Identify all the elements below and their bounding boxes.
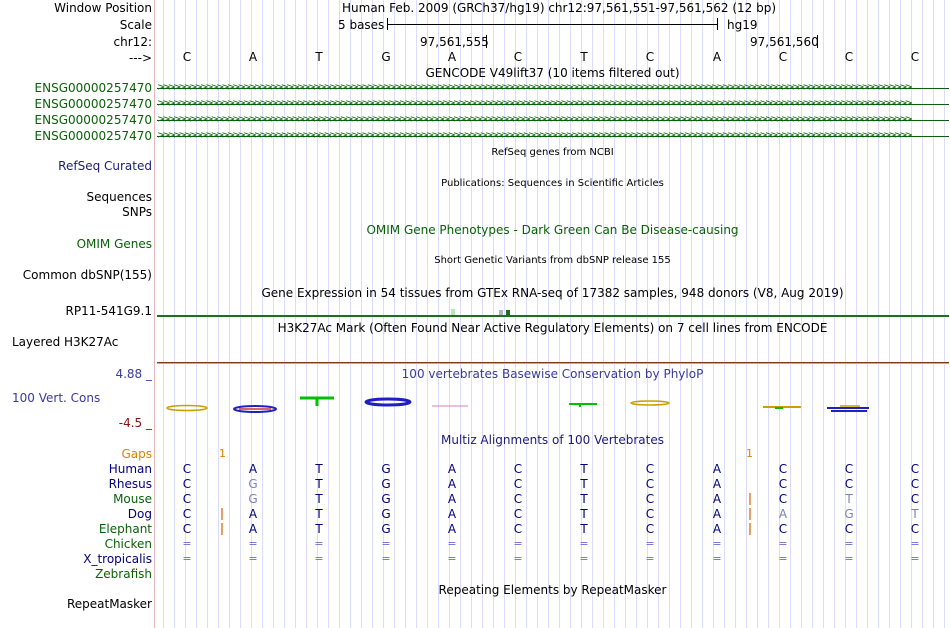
publications-track-title[interactable]: Publications: Sequences in Scientific Articles xyxy=(441,178,664,189)
aligned-base: = xyxy=(712,552,722,565)
aligned-base: = xyxy=(844,552,854,565)
position-tick-2 xyxy=(817,35,818,48)
aligned-base: G xyxy=(248,477,258,491)
gencode-gene-feature[interactable] xyxy=(157,115,949,127)
aligned-base: G xyxy=(381,492,391,506)
scale-text: 5 bases xyxy=(338,18,385,32)
aligned-base: = xyxy=(712,537,722,550)
strand-chevrons: >>>>>>>>>>>>>>>>>>>>>>>>>>>>>>>>>>>>>>>>>>>>>>>>>>>>>>>>>>>>>>>>>>>>>>>>>>>>>>>>>>>>>>>>>>>>>>>>>>>>>>>>>>>>>>>>>>>>>>>>>>>>>>>>>>>>>>>>>>>> xyxy=(157,83,911,93)
gtex-tissue-mark xyxy=(506,310,510,315)
aligned-base: A xyxy=(447,477,457,491)
strand-chevrons: >>>>>>>>>>>>>>>>>>>>>>>>>>>>>>>>>>>>>>>>>>>>>>>>>>>>>>>>>>>>>>>>>>>>>>>>>>>>>>>>>>>>>>>>>>>>>>>>>>>>>>>>>>>>>>>>>>>>>>>>>>>>>>>>>>>>>>>>>>>> xyxy=(157,99,911,109)
aligned-base: A xyxy=(248,507,258,521)
gencode-gene-feature[interactable] xyxy=(157,99,949,111)
aligned-base: = xyxy=(381,552,391,565)
aligned-base: T xyxy=(911,507,919,521)
gencode-gene-label[interactable]: ENSG00000257470 xyxy=(34,129,152,143)
aligned-base: C xyxy=(910,462,920,476)
aligned-base: = xyxy=(447,552,457,565)
aligned-base: T xyxy=(315,492,323,506)
aligned-base: = xyxy=(314,537,324,550)
insertion-marker xyxy=(749,493,751,505)
aligned-base: C xyxy=(910,522,920,536)
aligned-base: G xyxy=(381,522,391,536)
aligned-base: A xyxy=(447,462,457,476)
aligned-base: A xyxy=(712,522,722,536)
aligned-base: C xyxy=(513,492,523,506)
cons-glyph xyxy=(366,399,410,405)
aligned-base: = xyxy=(182,552,192,565)
strand-arrow-label: ---> xyxy=(128,51,152,65)
aligned-base: T xyxy=(580,507,588,521)
aligned-base: C xyxy=(513,507,523,521)
aligned-base: T xyxy=(315,477,323,491)
sequences-label[interactable]: Sequences xyxy=(86,190,152,204)
insertion-marker xyxy=(749,508,751,520)
label-separator xyxy=(154,0,155,628)
aligned-base: = xyxy=(778,537,788,550)
snps-label[interactable]: SNPs xyxy=(122,205,152,219)
aligned-base: C xyxy=(182,492,192,506)
aligned-base: C xyxy=(182,507,192,521)
cons-glyph xyxy=(631,401,669,405)
aligned-base: G xyxy=(248,492,258,506)
aligned-base: C xyxy=(182,522,192,536)
species-label[interactable]: Elephant xyxy=(98,522,152,536)
reference-base: C xyxy=(513,50,523,64)
insertion-marker xyxy=(221,523,223,535)
aligned-base: G xyxy=(381,477,391,491)
repeatmasker-label[interactable]: RepeatMasker xyxy=(66,597,152,611)
aligned-base: A xyxy=(248,522,258,536)
aligned-base: A xyxy=(447,492,457,506)
multiz-track-title[interactable]: Multiz Alignments of 100 Vertebrates xyxy=(440,433,665,447)
aligned-base: = xyxy=(910,537,920,550)
aligned-base: C xyxy=(844,522,854,536)
aligned-base: C xyxy=(645,492,655,506)
conservation-track-title[interactable]: 100 vertebrates Basewise Conservation by PhyloP xyxy=(401,367,704,381)
species-label[interactable]: Rhesus xyxy=(108,477,152,491)
refseq-track-title[interactable]: RefSeq genes from NCBI xyxy=(491,147,614,158)
omim-genes-label[interactable]: OMIM Genes xyxy=(76,237,152,251)
refseq-label[interactable]: RefSeq Curated xyxy=(58,159,152,173)
reference-base: A xyxy=(248,50,258,64)
cons-glyph xyxy=(300,398,334,406)
scale-assembly: hg19 xyxy=(727,18,758,32)
aligned-base: A xyxy=(447,507,457,521)
strand-chevrons: >>>>>>>>>>>>>>>>>>>>>>>>>>>>>>>>>>>>>>>>>>>>>>>>>>>>>>>>>>>>>>>>>>>>>>>>>>>>>>>>>>>>>>>>>>>>>>>>>>>>>>>>>>>>>>>>>>>>>>>>>>>>>>>>>>>>>>>>>>>> xyxy=(157,131,911,141)
aligned-base: C xyxy=(778,462,788,476)
aligned-base: A xyxy=(712,477,722,491)
aligned-base: = xyxy=(447,537,457,550)
aligned-base: T xyxy=(580,522,588,536)
aligned-base: = xyxy=(314,552,324,565)
aligned-base: C xyxy=(645,522,655,536)
gtex-gene-label[interactable]: RP11-541G9.1 xyxy=(65,304,152,318)
aligned-base: A xyxy=(712,507,722,521)
aligned-base: T xyxy=(845,492,853,506)
aligned-base: A xyxy=(712,492,722,506)
aligned-base: T xyxy=(315,462,323,476)
scale-label: Scale xyxy=(119,18,152,32)
scale-bar-left-tick xyxy=(387,18,388,30)
aligned-base: C xyxy=(182,477,192,491)
aligned-base: C xyxy=(513,462,523,476)
gencode-track-title[interactable]: GENCODE V49lift37 (10 items filtered out) xyxy=(425,66,680,80)
gencode-gene-label[interactable]: ENSG00000257470 xyxy=(34,97,152,111)
aligned-base: A xyxy=(447,522,457,536)
gtex-gene-bar[interactable] xyxy=(157,315,949,317)
gap-marker: 1 xyxy=(219,447,226,460)
aligned-base: = xyxy=(248,552,258,565)
aligned-base: = xyxy=(844,537,854,550)
gtex-track-title[interactable]: Gene Expression in 54 tissues from GTEx RNA-seq of 17382 samples, 948 donors (V8, Aug 2019) xyxy=(261,286,844,300)
reference-base: T xyxy=(580,50,588,64)
position-label-2: 97,561,560 xyxy=(750,35,819,49)
gencode-gene-feature[interactable] xyxy=(157,131,949,143)
aligned-base: C xyxy=(645,477,655,491)
h3k27ac-signal-line-2 xyxy=(157,363,949,364)
species-label[interactable]: Human xyxy=(108,462,152,476)
cons-glyph xyxy=(167,406,207,411)
conservation-max: 4.88 _ xyxy=(115,367,152,381)
gencode-gene-feature[interactable] xyxy=(157,83,949,95)
aligned-base: C xyxy=(645,507,655,521)
aligned-base: A xyxy=(778,507,788,521)
aligned-base: C xyxy=(778,477,788,491)
h3k27ac-track-title[interactable]: H3K27Ac Mark (Often Found Near Active Regulatory Elements) on 7 cell lines from ENCODE xyxy=(277,321,828,335)
insertion-marker xyxy=(749,523,751,535)
strand-chevrons: >>>>>>>>>>>>>>>>>>>>>>>>>>>>>>>>>>>>>>>>>>>>>>>>>>>>>>>>>>>>>>>>>>>>>>>>>>>>>>>>>>>>>>>>>>>>>>>>>>>>>>>>>>>>>>>>>>>>>>>>>>>>>>>>>>>>>>>>>>>> xyxy=(157,115,911,125)
aligned-base: = xyxy=(513,537,523,550)
aligned-base: = xyxy=(579,537,589,550)
aligned-base: = xyxy=(645,537,655,550)
aligned-base: C xyxy=(844,477,854,491)
insertion-marker xyxy=(221,508,223,520)
aligned-base: A xyxy=(712,462,722,476)
reference-base: A xyxy=(712,50,722,64)
reference-base: C xyxy=(844,50,854,64)
reference-base: C xyxy=(910,50,920,64)
gtex-tissue-mark xyxy=(451,309,455,315)
reference-base: A xyxy=(447,50,457,64)
conservation-logo xyxy=(155,392,950,422)
aligned-base: = xyxy=(910,552,920,565)
aligned-base: C xyxy=(778,492,788,506)
reference-base: T xyxy=(315,50,323,64)
aligned-base: = xyxy=(778,552,788,565)
aligned-base: T xyxy=(580,477,588,491)
conservation-label[interactable]: 100 Vert. Cons xyxy=(12,391,101,405)
species-label[interactable]: Zebrafish xyxy=(95,567,152,581)
aligned-base: C xyxy=(910,477,920,491)
gencode-gene-label[interactable]: ENSG00000257470 xyxy=(34,113,152,127)
gaps-label[interactable]: Gaps xyxy=(121,447,152,461)
reference-base: G xyxy=(381,50,391,64)
aligned-base: = xyxy=(579,552,589,565)
aligned-base: = xyxy=(645,552,655,565)
aligned-base: = xyxy=(513,552,523,565)
aligned-base: G xyxy=(844,507,854,521)
repeatmasker-track-title[interactable]: Repeating Elements by RepeatMasker xyxy=(438,583,667,597)
gencode-gene-label[interactable]: ENSG00000257470 xyxy=(34,81,152,95)
position-tick-1 xyxy=(486,35,487,48)
aligned-base: T xyxy=(580,492,588,506)
aligned-base: T xyxy=(315,507,323,521)
aligned-base: C xyxy=(645,462,655,476)
scale-bar-right-tick xyxy=(717,18,718,30)
aligned-base: C xyxy=(910,492,920,506)
gap-marker: 1 xyxy=(746,447,753,460)
cons-glyph xyxy=(827,408,869,411)
aligned-base: G xyxy=(381,507,391,521)
species-label[interactable]: Chicken xyxy=(104,537,152,551)
aligned-base: C xyxy=(182,462,192,476)
window-position-label: Window Position xyxy=(54,1,152,15)
species-label[interactable]: Mouse xyxy=(113,492,152,506)
species-label[interactable]: X_tropicalis xyxy=(83,552,152,566)
aligned-base: G xyxy=(381,462,391,476)
conservation-min: -4.5 _ xyxy=(118,416,152,430)
aligned-base: C xyxy=(844,462,854,476)
position-label-1: 97,561,555 xyxy=(420,35,489,49)
aligned-base: T xyxy=(580,462,588,476)
aligned-base: C xyxy=(513,477,523,491)
h3k27ac-label[interactable]: Layered H3K27Ac xyxy=(12,335,119,349)
aligned-base: = xyxy=(248,537,258,550)
aligned-base: A xyxy=(248,462,258,476)
species-label[interactable]: Dog xyxy=(127,507,152,521)
aligned-base: = xyxy=(182,537,192,550)
aligned-base: C xyxy=(513,522,523,536)
reference-base: C xyxy=(645,50,655,64)
window-position-value: Human Feb. 2009 (GRCh37/hg19) chr12:97,561,551-97,561,562 (12 bp) xyxy=(342,1,777,15)
chr-label: chr12: xyxy=(113,35,152,49)
gtex-tissue-mark xyxy=(499,310,503,315)
dbsnp-label[interactable]: Common dbSNP(155) xyxy=(22,268,152,282)
aligned-base: T xyxy=(315,522,323,536)
dbsnp-track-title[interactable]: Short Genetic Variants from dbSNP release 155 xyxy=(434,255,671,266)
aligned-base: = xyxy=(381,537,391,550)
scale-bar xyxy=(387,24,717,25)
reference-base: C xyxy=(778,50,788,64)
cons-glyph xyxy=(569,404,597,407)
aligned-base: C xyxy=(778,522,788,536)
reference-base: C xyxy=(182,50,192,64)
omim-track-title[interactable]: OMIM Gene Phenotypes - Dark Green Can Be Disease-causing xyxy=(366,223,739,237)
